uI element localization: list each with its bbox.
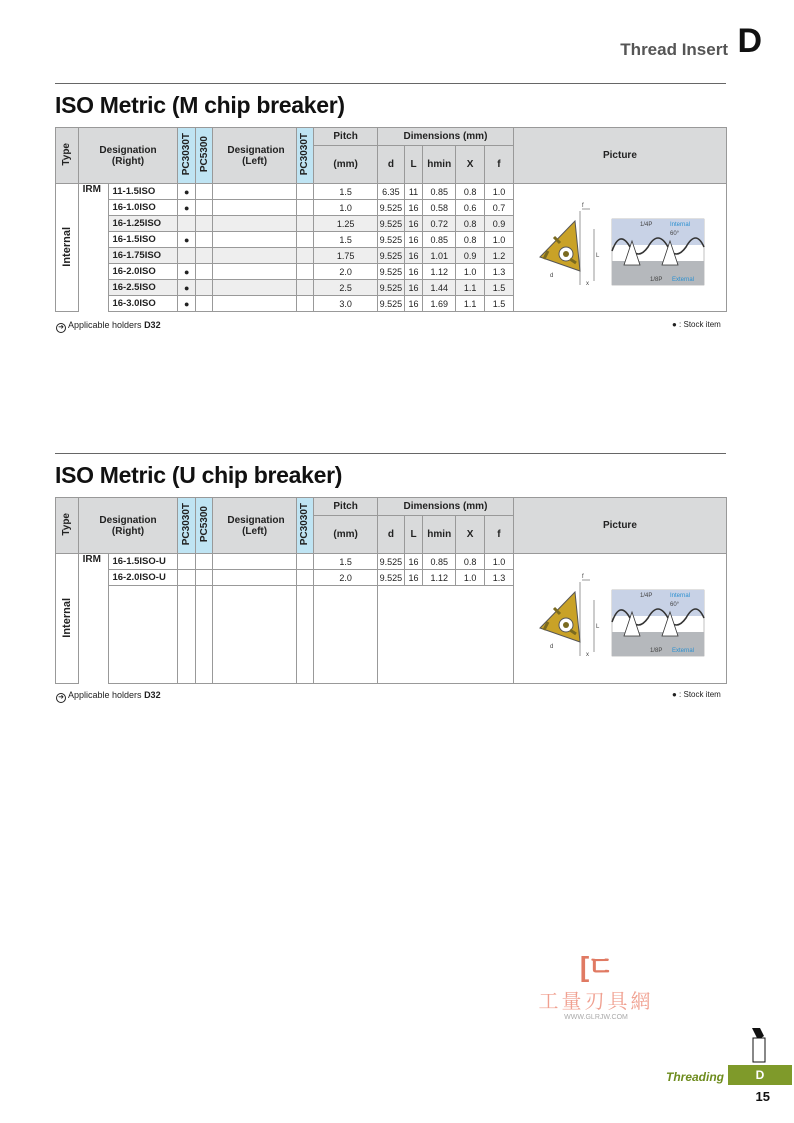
dim-f-label: f [581,573,584,580]
f-value: 1.5 [485,296,514,312]
col-grade-pc5300: PC5300 [195,128,212,184]
L-value: 16 [404,280,423,296]
hmin-value: 1.01 [423,248,456,264]
X-value: 1.0 [456,264,485,280]
d-value: 9.525 [378,570,405,586]
dim-d-label: d [549,272,554,279]
L-value: 16 [404,296,423,312]
dim-L-label: L [595,252,600,259]
col-picture: Picture [513,128,726,184]
quarter-pitch-label: 1/4P [639,592,653,599]
L-value: 16 [404,200,423,216]
d-value: 9.525 [378,280,405,296]
d-value: 9.525 [378,216,405,232]
pitch-value: 3.0 [314,296,378,312]
L-value: 16 [404,248,423,264]
designation: 16-1.25ISO [109,216,178,232]
f-value: 0.9 [485,216,514,232]
dim-L-label: L [595,623,600,630]
section-m-chip-breaker [55,83,726,312]
designation: 16-1.0ISO [109,200,178,216]
dim-x-label: x [585,280,589,287]
stock-dot: ● [178,296,195,312]
col-L: L [404,146,423,184]
watermark-cn: 工量刃具網 [538,989,654,1013]
dim-x-label: x [585,651,589,658]
pitch-value: 2.0 [314,570,378,586]
col-pitch: Pitch [314,498,378,516]
stock-dot [178,216,195,232]
hmin-value: 1.12 [423,570,456,586]
designation: 11-1.5ISO [109,184,178,200]
designation: 16-1.5ISO [109,232,178,248]
picture-cell [513,184,726,312]
col-type: Type [56,128,79,184]
col-pitch-unit: (mm) [314,146,378,184]
col-d: d [378,146,405,184]
series-code: IRM [78,184,109,312]
col-grade-pc3030t-left: PC3030T [296,128,313,184]
header-title: Thread Insert [620,40,728,59]
angle-label: 60° [669,601,680,608]
hmin-value: 0.85 [423,554,456,570]
stock-legend-u: ● : Stock item [672,690,721,699]
dim-d-label: d [549,643,554,650]
L-value: 11 [404,184,423,200]
X-value: 1.1 [456,280,485,296]
hmin-value: 1.69 [423,296,456,312]
pitch-value: 1.5 [314,184,378,200]
internal-label: Internal [669,592,690,599]
external-label: External [671,276,694,283]
L-value: 16 [404,264,423,280]
X-value: 1.0 [456,570,485,586]
hmin-value: 1.44 [423,280,456,296]
X-value: 0.8 [456,232,485,248]
col-grade-pc3030t: PC3030T [178,498,195,554]
threading-tool-icon [748,1026,770,1064]
d-value: 9.525 [378,554,405,570]
watermark-url: WWW.GLRJW.COM [564,1014,628,1021]
col-designation-right: Designation (Right) [78,128,178,184]
hmin-value: 0.58 [423,200,456,216]
col-dimensions: Dimensions (mm) [378,498,514,516]
pitch-value: 1.5 [314,232,378,248]
page-number: 15 [755,1089,770,1104]
hmin-value: 1.12 [423,264,456,280]
designation: 16-2.0ISO [109,264,178,280]
arrow-circle-icon: ➜ [56,323,66,333]
spec-table-m [55,127,727,312]
stock-dot [178,570,195,586]
L-value: 16 [404,570,423,586]
col-grade-pc5300: PC5300 [195,498,212,554]
designation: 16-1.5ISO-U [109,554,178,570]
spec-table-u [55,497,727,684]
col-picture: Picture [513,498,726,554]
rows-u [56,554,727,684]
f-value: 1.3 [485,264,514,280]
designation: 16-1.75ISO [109,248,178,264]
X-value: 0.9 [456,248,485,264]
X-value: 1.1 [456,296,485,312]
table-row [56,184,727,200]
section-title: ISO Metric (U chip breaker) [55,462,343,488]
col-pitch: Pitch [314,128,378,146]
hmin-value: 0.85 [423,232,456,248]
section-divider [55,83,726,84]
insert-diagram [520,199,720,295]
d-value: 9.525 [378,264,405,280]
pitch-value: 1.25 [314,216,378,232]
chapter-label: Threading [665,1070,724,1084]
stock-dot: ● [178,184,195,200]
d-value: 9.525 [378,296,405,312]
col-designation-right: Designation (Right) [78,498,178,554]
d-value: 6.35 [378,184,405,200]
type-cell: Internal [56,184,79,312]
stock-dot: ● [178,200,195,216]
f-value: 1.2 [485,248,514,264]
thread-profile-diagram [612,590,704,656]
L-value: 16 [404,232,423,248]
arrow-circle-icon: ➜ [56,693,66,703]
pitch-value: 1.0 [314,200,378,216]
X-value: 0.8 [456,554,485,570]
insert-diagram [520,570,720,666]
holders-text: Applicable holders [68,320,142,330]
d-value: 9.525 [378,248,405,264]
designation: 16-2.0ISO-U [109,570,178,586]
pitch-value: 2.0 [314,264,378,280]
stock-dot [178,248,195,264]
col-hmin: hmin [423,146,456,184]
table-row [56,554,727,570]
X-value: 0.6 [456,200,485,216]
col-pitch-unit: (mm) [314,516,378,554]
stock-dot: ● [178,264,195,280]
f-value: 1.5 [485,280,514,296]
dim-f-label: f [581,202,584,209]
f-value: 0.7 [485,200,514,216]
col-f: f [485,146,514,184]
stock-dot: ● [178,232,195,248]
insert-icon [540,221,580,271]
section-divider [55,453,726,454]
col-type: Type [56,498,79,554]
f-value: 1.3 [485,570,514,586]
col-d: d [378,516,405,554]
pitch-value: 2.5 [314,280,378,296]
type-cell: Internal [56,554,79,684]
watermark [526,945,666,1021]
applicable-holders-u[interactable] [56,690,161,703]
col-grade-pc3030t: PC3030T [178,128,195,184]
d-value: 9.525 [378,200,405,216]
pitch-value: 1.75 [314,248,378,264]
eighth-pitch-label: 1/8P [649,647,663,654]
insert-icon [540,592,580,642]
section-letter: D [737,22,762,60]
eighth-pitch-label: 1/8P [649,276,663,283]
series-code: IRM [78,554,109,684]
f-value: 1.0 [485,554,514,570]
col-hmin: hmin [423,516,456,554]
X-value: 0.8 [456,184,485,200]
col-f: f [485,516,514,554]
stock-legend-m: ● : Stock item [672,320,721,329]
pitch-value: 1.5 [314,554,378,570]
internal-label: Internal [669,221,690,228]
col-dimensions: Dimensions (mm) [378,128,514,146]
f-value: 1.0 [485,232,514,248]
X-value: 0.8 [456,216,485,232]
hmin-value: 0.72 [423,216,456,232]
picture-cell [513,554,726,684]
rows-m [56,184,727,312]
col-grade-pc3030t-left: PC3030T [296,498,313,554]
watermark-logo: [ㄷ [579,951,613,982]
col-L: L [404,516,423,554]
section-u-chip-breaker [55,453,726,684]
thread-profile-diagram [612,219,704,285]
d-value: 9.525 [378,232,405,248]
chapter-tab[interactable]: D [728,1065,792,1085]
col-designation-left: Designation (Left) [213,128,296,184]
stock-dot: ● [178,280,195,296]
external-label: External [671,647,694,654]
col-X: X [456,516,485,554]
designation: 16-2.5ISO [109,280,178,296]
quarter-pitch-label: 1/4P [639,221,653,228]
f-value: 1.0 [485,184,514,200]
applicable-holders-m[interactable] [56,320,161,333]
hmin-value: 0.85 [423,184,456,200]
stock-dot [178,554,195,570]
section-title: ISO Metric (M chip breaker) [55,92,345,118]
col-X: X [456,146,485,184]
holders-text: Applicable holders [68,690,142,700]
designation: 16-3.0ISO [109,296,178,312]
col-designation-left: Designation (Left) [213,498,296,554]
holders-ref[interactable]: D32 [144,690,161,700]
L-value: 16 [404,554,423,570]
angle-label: 60° [669,230,680,237]
holders-ref[interactable]: D32 [144,320,161,330]
L-value: 16 [404,216,423,232]
